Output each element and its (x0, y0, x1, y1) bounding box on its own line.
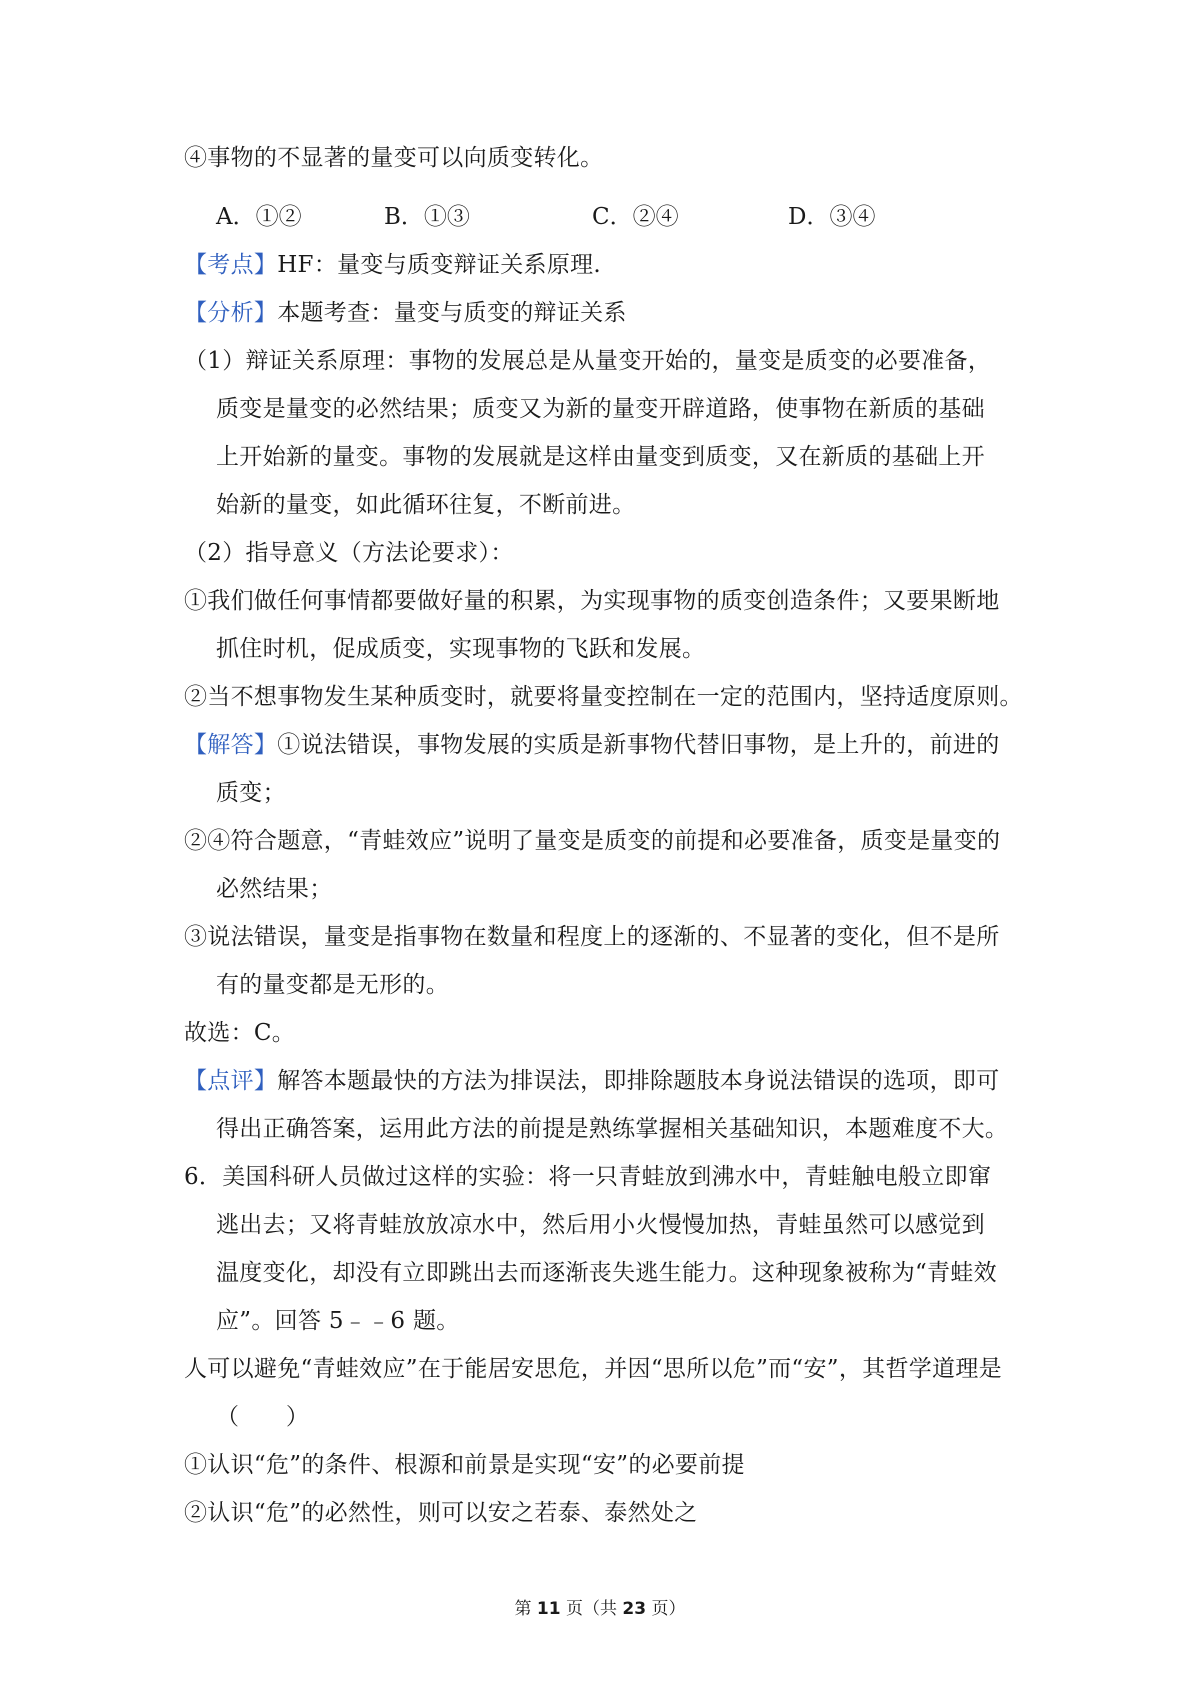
answer-choices (216, 202, 976, 232)
analysis-line-3: 上开始新的量变。事物的发展就是这样由量变到质变，又在新质的基础上开 (216, 444, 985, 470)
answer-line-2: 质变； (216, 780, 286, 806)
analysis-line-8: ②当不想事物发生某种质变时，就要将量变控制在一定的范围内，坚持适度原则。 (184, 684, 1023, 710)
dianping-tag: 【点评】 (184, 1068, 278, 1094)
answer-line-3: ②④符合题意，“青蛙效应”说明了量变是质变的前提和必要准备，质变是量变的 (184, 828, 1001, 854)
analysis-line-4: 始新的量变，如此循环往复，不断前进。 (216, 492, 636, 518)
footer-prefix: 第 (514, 1599, 532, 1619)
jieda-tag: 【解答】 (184, 732, 278, 758)
question-6-line-4: 应”。回答 5﹣﹣6 题。 (216, 1308, 460, 1334)
option-1: ①认识“危”的条件、根源和前景是实现“安”的必要前提 (184, 1452, 745, 1478)
choice-a: A．①② (216, 204, 302, 230)
choice-d: D．③④ (788, 204, 876, 230)
kaodian-tag: 【考点】 (184, 252, 278, 278)
choice-b: B．①③ (384, 204, 470, 230)
analysis-line-6: ①我们做任何事情都要做好量的积累，为实现事物的质变创造条件；又要果断地 (184, 588, 1000, 614)
footer-total-pages: 23 (622, 1599, 647, 1619)
jieda-line (184, 730, 1000, 760)
fenxi-text: 本题考查：量变与质变的辩证关系 (277, 300, 627, 326)
answer-blank: （ ） (216, 1404, 310, 1430)
kaodian-text: HF：量变与质变辩证关系原理. (277, 252, 602, 278)
question-6-line-1: 6．美国科研人员做过这样的实验：将一只青蛙放到沸水中，青蛙触电般立即窜 (184, 1164, 992, 1190)
fenxi-line (184, 298, 627, 328)
analysis-line-2: 质变是量变的必然结果；质变又为新的量变开辟道路，使事物在新质的基础 (216, 396, 985, 422)
choice-c: C．②④ (592, 204, 679, 230)
dianping-line (184, 1066, 1000, 1096)
footer-page-number: 11 (536, 1599, 561, 1619)
comment-line-2: 得出正确答案，运用此方法的前提是熟练掌握相关基础知识，本题难度不大。 (216, 1116, 1009, 1142)
page-footer (0, 1598, 1200, 1620)
dianping-text: 解答本题最快的方法为排误法，即排除题肢本身说法错误的选项，即可 (277, 1068, 1000, 1094)
analysis-line-5: （2）指导意义（方法论要求）： (184, 540, 514, 566)
answer-line-4: 必然结果； (216, 876, 333, 902)
footer-middle: 页（共 (566, 1599, 617, 1619)
question-6-line-2: 逃出去；又将青蛙放放凉水中，然后用小火慢慢加热，青蛙虽然可以感觉到 (216, 1212, 985, 1238)
jieda-text: ①说法错误，事物发展的实质是新事物代替旧事物，是上升的，前进的 (277, 732, 1000, 758)
fenxi-tag: 【分析】 (184, 300, 278, 326)
final-answer: 故选：C。 (184, 1020, 296, 1046)
answer-line-6: 有的量变都是无形的。 (216, 972, 449, 998)
analysis-line-1: （1）辩证关系原理：事物的发展总是从量变开始的，量变是质变的必要准备， (184, 348, 992, 374)
answer-line-5: ③说法错误，量变是指事物在数量和程度上的逐渐的、不显著的变化，但不是所 (184, 924, 1000, 950)
analysis-line-7: 抓住时机，促成质变，实现事物的飞跃和发展。 (216, 636, 706, 662)
question-6-line-3: 温度变化，却没有立即跳出去而逐渐丧失逃生能力。这种现象被称为“青蛙效 (216, 1260, 997, 1286)
kaodian-line (184, 250, 601, 280)
footer-suffix: 页） (651, 1599, 686, 1619)
statement-4: ④事物的不显著的量变可以向质变转化。 (184, 145, 604, 171)
question-stem-line-1: 人可以避免“青蛙效应”在于能居安思危，并因“思所以危”而“安”，其哲学道理是 (184, 1356, 1002, 1382)
option-2: ②认识“危”的必然性，则可以安之若泰、泰然处之 (184, 1500, 698, 1526)
